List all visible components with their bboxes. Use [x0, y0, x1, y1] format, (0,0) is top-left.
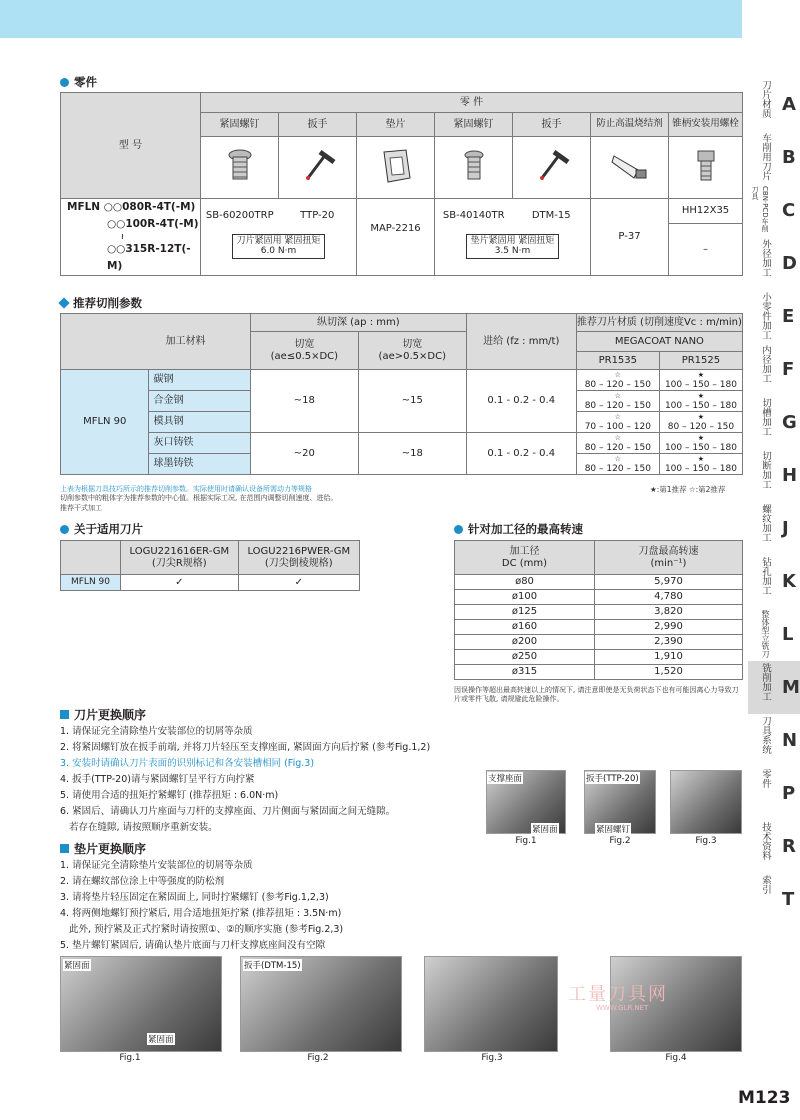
speed-cell: ★ 100 – 150 – 180: [659, 454, 742, 475]
grade1-header: PR1535: [576, 352, 659, 370]
insert-fig3-photo: [670, 770, 742, 834]
fig-caption: Fig.2: [609, 836, 631, 846]
speed-cell: ☆ 80 – 120 – 150: [576, 433, 659, 454]
torque-note-1: 刀片紧固用 紧固扭矩 6.0 N·m: [201, 223, 357, 275]
speed-header: 推荐刀片材质 (切削速度Vc : m/min): [576, 314, 742, 332]
grade-group: MEGACOAT NANO: [576, 332, 742, 352]
grade-legend: ★:第1推荐 ☆:第2推荐: [650, 485, 726, 494]
col-header: 紧固螺钉: [435, 113, 513, 137]
tab-l[interactable]: 整体型立铣刀 L: [761, 609, 794, 658]
insert-fig1-photo: 支撑座面 紧固面: [486, 770, 566, 834]
fig-caption: Fig.1: [119, 1053, 141, 1063]
bullet-icon: [454, 525, 463, 534]
tab-g[interactable]: 切槽加工 G: [760, 397, 797, 436]
tab-e[interactable]: 小零件加工 E: [760, 291, 795, 339]
rpm-value: 1,520: [595, 665, 743, 680]
inserts-section-title: 关于适用刀片: [60, 521, 143, 537]
speed-cell: ☆ 70 – 100 – 120: [576, 412, 659, 433]
grade2-header: PR1525: [659, 352, 742, 370]
speed-cell: ★ 100 – 150 – 180: [659, 370, 742, 391]
fig-caption: Fig.3: [695, 836, 717, 846]
insert-col1: LOGU221616ER-GM (刀尖R规格): [121, 541, 239, 575]
parts-group-header: 零 件: [201, 93, 743, 113]
wrench-icon: [298, 148, 338, 184]
part-paste-value: P-37: [591, 199, 669, 276]
material-cell: 模具钢: [149, 412, 250, 433]
screw-icon: [220, 148, 260, 184]
tab-f[interactable]: 内径加工 F: [760, 344, 795, 383]
shim-icon-cell: [357, 137, 435, 199]
tab-r[interactable]: 技术资料 R: [760, 821, 796, 860]
col-header: 紧固螺钉: [201, 113, 279, 137]
speed-cell: ☆ 80 – 120 – 150: [576, 391, 659, 412]
seat-fig2-photo: 扳手(DTM-15): [240, 956, 402, 1052]
header-band: [0, 0, 742, 38]
parts-section-title: 零件: [60, 74, 97, 90]
speed-cell: ☆ 80 – 120 – 150: [576, 454, 659, 475]
seat-change-steps: 1. 请保证完全清除垫片安装部位的切屑等杂质 2. 请在螺纹部位涂上中等强度的防松剂 3. 请将垫片轻压固定在紧固面上, 同时拧紧螺钉 (参考Fig.1,2,3) 4. 将两侧地螺钉预拧紧后, 用合适地扭矩拧紧 (推荐扭矩 : 3.5N·m) 此外, 预拧紧及正式拧紧时请按照①、②的顺序实施 (参考Fig.2,3) 5. 垫片螺钉紧固后, 请确认垫片底面与刀杆支撑底座间没有空隙: [60, 860, 344, 951]
cutting-notes: 上表为根据刀具技巧所示的推荐切削参数。实际使用时请确认设备所需动力等规格 切削参数中的粗体字为推荐参数的中心值。根据实际工况, 在范围内调整切削速度、进给。 推荐干式加工: [60, 485, 338, 512]
width1-header: 切宽 (ae≤0.5×DC): [250, 332, 358, 370]
col-header: 扳手: [513, 113, 591, 137]
speed-cell: ★ 100 – 150 – 180: [659, 433, 742, 454]
insert-table: [60, 540, 360, 591]
material-cell: 灰口铸铁: [149, 433, 250, 454]
seat-change-title: 垫片更换顺序: [60, 840, 146, 857]
bolt-icon: [686, 148, 726, 184]
page-number: M123: [738, 1088, 791, 1108]
wrench-icon-cell: [279, 137, 357, 199]
part-bolt-none: –: [669, 223, 743, 275]
material-cell: 球墨铸铁: [149, 454, 250, 475]
paste-icon-cell: [591, 137, 669, 199]
rpm-value: 3,820: [595, 605, 743, 620]
insert-row-holder: MFLN 90: [61, 575, 121, 591]
fig-caption: Fig.2: [307, 1053, 329, 1063]
rpm-dc: ø250: [455, 650, 595, 665]
rpm-section-title: 针对加工径的最高转速: [454, 521, 583, 537]
fig-caption: Fig.4: [665, 1053, 687, 1063]
material-header: 加工材料: [61, 314, 251, 370]
watermark: 工量刀具网: [568, 984, 668, 1005]
depth-header: 纵切深 (ap : mm): [250, 314, 466, 332]
rpm-dc: ø125: [455, 605, 595, 620]
ap1-cell: ~20: [250, 433, 358, 475]
rpm-value: 1,910: [595, 650, 743, 665]
col-header: 扳手: [279, 113, 357, 137]
cutting-section-title: 推荐切削参数: [60, 295, 142, 311]
screw-icon: [454, 148, 494, 184]
width2-header: 切宽 (ae>0.5×DC): [358, 332, 466, 370]
insert-change-title: 刀片更换顺序: [60, 706, 146, 723]
anti-seize-tube-icon: [610, 148, 650, 184]
rpm-table: [454, 540, 743, 680]
bullet-icon: [60, 710, 69, 719]
seat-fig3-photo: [424, 956, 558, 1052]
seat-fig1-photo: 紧固面 紧固面: [60, 956, 222, 1052]
col-header: 防止高温烧结剂: [591, 113, 669, 137]
tab-h[interactable]: 切断加工 H: [760, 450, 798, 489]
tab-p[interactable]: 零件 P: [760, 768, 796, 804]
col-header: 锥柄安装用螺栓: [669, 113, 743, 137]
holder-cell: MFLN 90: [61, 370, 149, 475]
tab-m[interactable]: 铣削加工 M: [748, 661, 800, 714]
ap1-cell: ~18: [250, 370, 358, 433]
feed-header: 进给 (fz : mm/t): [466, 314, 576, 370]
speed-cell: ☆ 80 – 120 – 150: [576, 370, 659, 391]
tab-c[interactable]: CBN·PCD车削刀具 C: [751, 185, 796, 232]
insert-corner: [61, 541, 121, 575]
speed-cell: ★ 100 – 150 – 180: [659, 391, 742, 412]
part-screw-value: SB-60200TRP TTP-20: [201, 199, 357, 224]
fig-caption: Fig.1: [515, 836, 537, 846]
speed-cell: ★ 80 – 120 – 150: [659, 412, 742, 433]
tab-k[interactable]: 钻孔加工 K: [760, 556, 796, 595]
part-shim-screw-value: SB-40140TR DTM-15: [435, 199, 591, 224]
shim-icon: [376, 148, 416, 184]
rpm-col1: 加工径 DC (mm): [455, 541, 595, 575]
tab-d[interactable]: 外径加工 D: [760, 238, 797, 277]
tab-t[interactable]: 索引 T: [760, 874, 795, 910]
feed-cell: 0.1 - 0.2 - 0.4: [466, 433, 576, 475]
rpm-value: 5,970: [595, 575, 743, 590]
wrench-icon: [532, 148, 572, 184]
material-cell: 碳钢: [149, 370, 250, 391]
part-bolt-value: HH12X35: [669, 199, 743, 224]
insert-col2: LOGU2216PWER-GM (刀尖倒棱规格): [238, 541, 359, 575]
insert-fig2-photo: 扳手(TTP-20) 紧固螺钉: [584, 770, 656, 834]
wrench-icon-cell: [513, 137, 591, 199]
rpm-dc: ø315: [455, 665, 595, 680]
fig-caption: Fig.3: [481, 1053, 503, 1063]
part-shim-value: MAP-2216: [357, 199, 435, 276]
watermark-url: WWW.GLR.NET: [596, 1004, 649, 1012]
rpm-dc: ø100: [455, 590, 595, 605]
col-header: 垫片: [357, 113, 435, 137]
torque-note-2: 垫片紧固用 紧固扭矩 3.5 N·m: [435, 223, 591, 275]
rpm-dc: ø80: [455, 575, 595, 590]
tab-n[interactable]: 刀具系统 N: [760, 715, 798, 754]
insert-change-steps: 1. 请保证完全清除垫片安装部位的切屑等杂质 2. 将紧固螺钉放在扳手前端, 并将刀片轻压至支撑座面, 紧固面方向后拧紧 (参考Fig.1,2) 3. 安装时请确认刀片表面的识别标记和各安装槽相同 (Fig.3) 4. 扳手(TTP-20)请与紧固螺钉呈平行方向拧紧 5. 请使用合适的扭矩拧紧螺钉 (推荐扭矩 : 6.0N·m) 6. 紧固后、请确认刀片座面与刀杆的支撑座面、刀片侧面与紧固面之间无缝隙。 若存在缝隙, 请按照顺序重新安装。: [60, 726, 431, 833]
screw-icon-cell: [201, 137, 279, 199]
rpm-value: 2,390: [595, 635, 743, 650]
bullet-icon: [58, 297, 69, 308]
rpm-value: 4,780: [595, 590, 743, 605]
parts-table: [60, 92, 743, 276]
rpm-dc: ø200: [455, 635, 595, 650]
check-icon: ✓: [121, 575, 239, 591]
model-list: MFLN ○○080R-4T(-M) ○○100R-4T(-M) ≀ ○○315R-12T(-M): [61, 199, 201, 276]
cutting-table: [60, 313, 743, 475]
bullet-icon: [60, 525, 69, 534]
bolt-icon-cell: [669, 137, 743, 199]
ap2-cell: ~15: [358, 370, 466, 433]
bullet-icon: [60, 78, 69, 87]
ap2-cell: ~18: [358, 433, 466, 475]
model-header: 型 号: [61, 93, 201, 199]
screw-icon-cell: [435, 137, 513, 199]
check-icon: ✓: [238, 575, 359, 591]
tab-j[interactable]: 螺纹加工 J: [760, 503, 789, 542]
tab-a[interactable]: 刀片材质 A: [760, 79, 796, 118]
rpm-col2: 刀盘最高转速 (min⁻¹): [595, 541, 743, 575]
rpm-value: 2,990: [595, 620, 743, 635]
feed-cell: 0.1 - 0.2 - 0.4: [466, 370, 576, 433]
tab-b[interactable]: 车削用刀片 B: [760, 132, 796, 180]
bullet-icon: [60, 844, 69, 853]
material-cell: 合金钢: [149, 391, 250, 412]
rpm-note: 因误操作等超出最高转速以上的情况下, 请注意即使是无负荷状态下也有可能因离心力导致刀片或零件飞散, 请规避此危险操作。: [454, 686, 739, 704]
rpm-dc: ø160: [455, 620, 595, 635]
